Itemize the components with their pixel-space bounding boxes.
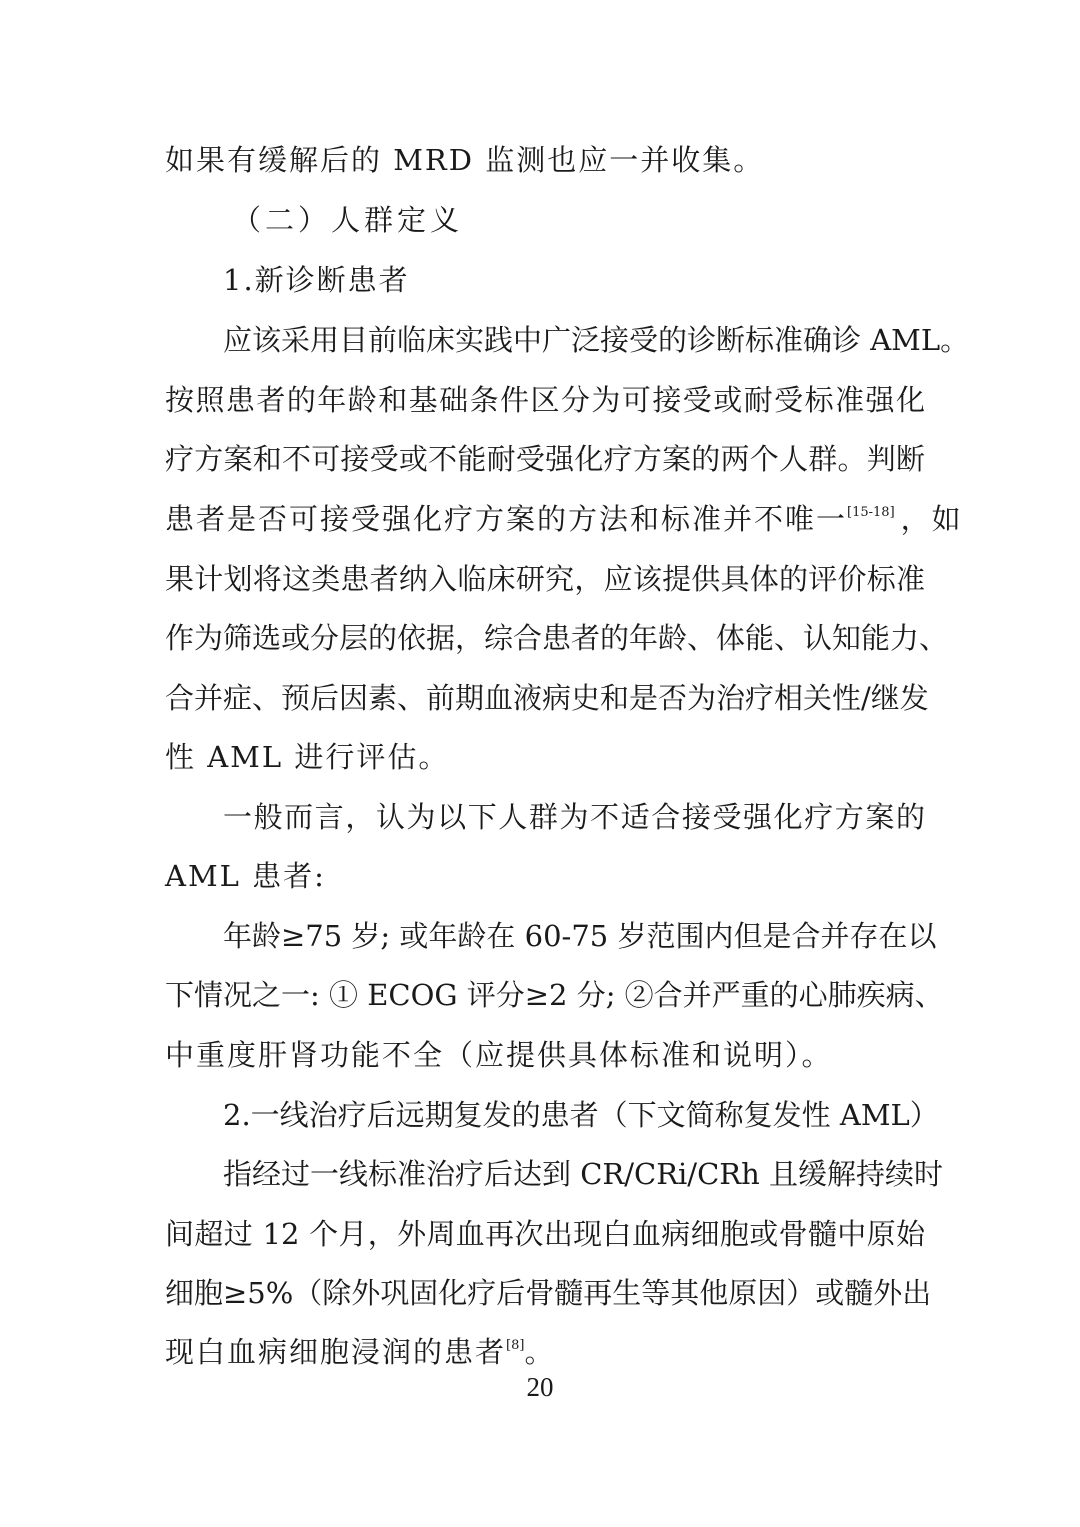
paragraph-line: 合并症、预后因素、前期血液病史和是否为治疗相关性/继发	[165, 681, 929, 715]
section-heading: （二）人群定义	[232, 203, 464, 237]
paragraph-line: 性 AML 进行评估。	[165, 740, 450, 774]
paragraph-line: 间超过 12 个月，外周血再次出现白血病细胞或骨髓中原始	[165, 1217, 925, 1251]
citation-reference: [8]	[506, 1338, 525, 1353]
paragraph-line: 年龄≥75 岁; 或年龄在 60-75 岁范围内但是合并存在以	[223, 919, 937, 953]
paragraph-line: 一般而言，认为以下人群为不适合接受强化疗方案的	[223, 800, 925, 834]
page-number: 20	[526, 1372, 554, 1402]
paragraph-line	[165, 1332, 925, 1372]
paragraph-line: 果计划将这类患者纳入临床研究，应该提供具体的评价标准	[165, 562, 925, 596]
paragraph-line	[165, 499, 963, 539]
subsection-heading: 1.新诊断患者	[223, 263, 410, 297]
paragraph-text: 。	[524, 1335, 556, 1369]
paragraph-line: 细胞≥5%（除外巩固化疗后骨髓再生等其他原因）或髓外出	[165, 1276, 932, 1310]
paragraph-line: 疗方案和不可接受或不能耐受强化疗方案的两个人群。判断	[165, 442, 925, 476]
paragraph-line: 中重度肝肾功能不全（应提供具体标准和说明）。	[165, 1038, 833, 1072]
paragraph-text: 患者是否可接受强化疗方案的方法和标准并不唯一	[165, 502, 848, 536]
subsection-heading: 2.一线治疗后远期复发的患者（下文简称复发性 AML）	[223, 1098, 939, 1132]
paragraph-line: 指经过一线标准治疗后达到 CR/CRi/CRh 且缓解持续时	[223, 1157, 944, 1191]
paragraph-line: 作为筛选或分层的依据，综合患者的年龄、体能、认知能力、	[165, 621, 949, 655]
citation-reference: [15-18]	[847, 505, 895, 520]
paragraph-line: 下情况之一: ① ECOG 评分≥2 分; ②合并严重的心肺疾病、	[165, 978, 944, 1012]
paragraph-line: AML 患者:	[165, 859, 326, 893]
paragraph-line: 按照患者的年龄和基础条件区分为可接受或耐受标准强化	[165, 383, 925, 417]
paragraph-line: 如果有缓解后的 MRD 监测也应一并收集。	[165, 143, 765, 177]
paragraph-line: 应该采用目前临床实践中广泛接受的诊断标准确诊 AML。	[223, 323, 970, 357]
paragraph-text: 现白血病细胞浸润的患者	[165, 1335, 507, 1369]
paragraph-text: ，如	[900, 502, 963, 536]
